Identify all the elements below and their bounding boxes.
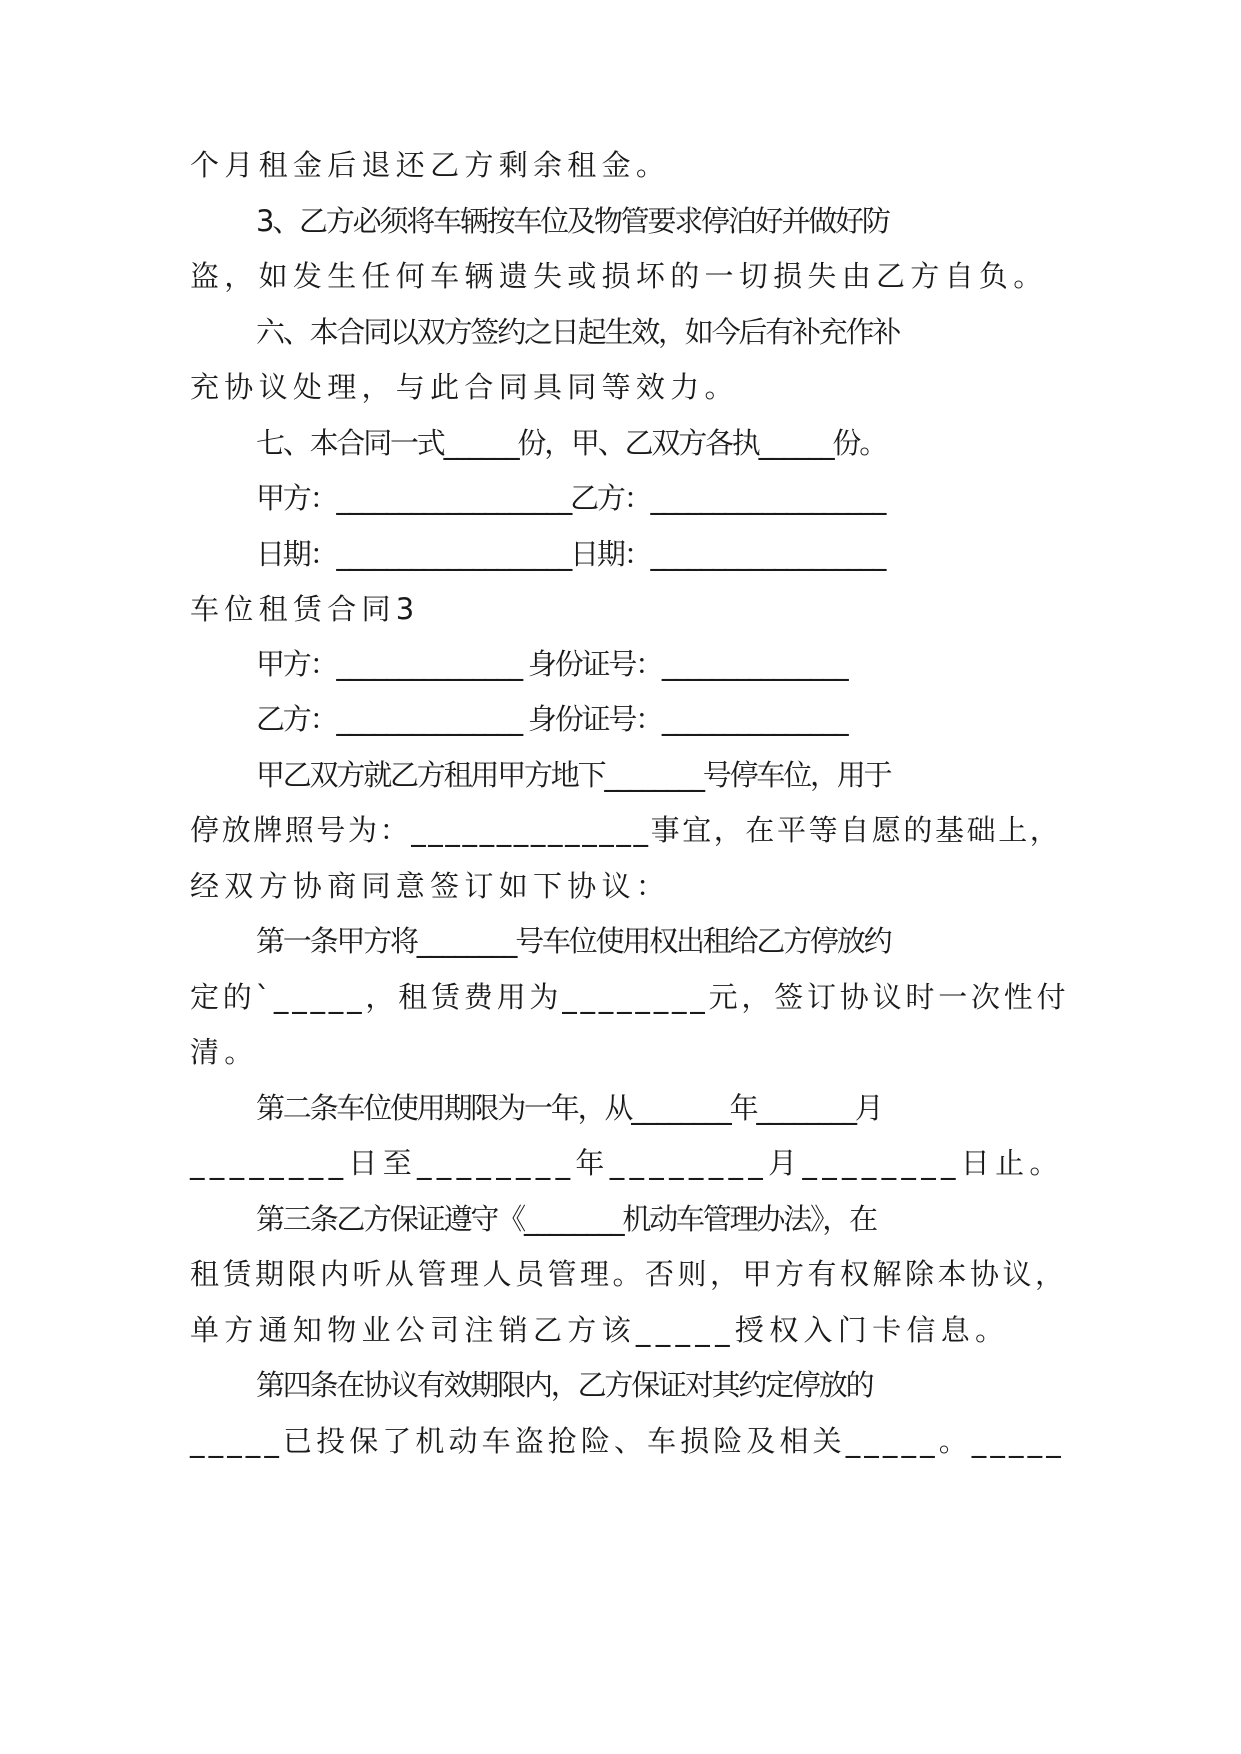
date-line: 日期：___________________日期：___________________: [256, 537, 885, 571]
section-title: 车位租赁合同3: [190, 592, 420, 626]
paragraph-line: 单方通知物业公司注销乙方该_____授权入门卡信息。: [190, 1313, 1010, 1347]
paragraph-line: 经双方协商同意签订如下协议：: [190, 869, 671, 903]
paragraph-line: 第一条甲方将________号车位使用权出租给乙方停放约: [256, 924, 891, 958]
paragraph-line: 第四条在协议有效期限内，乙方保证对其约定停放的: [256, 1368, 873, 1402]
paragraph-line: 第二条车位使用期限为一年，从________年________月: [256, 1091, 882, 1125]
paragraph-line: 七、本合同一式______份，甲、乙双方各执______份。: [256, 426, 887, 460]
party-line: 甲方：_______________ 身份证号：_______________: [256, 647, 847, 681]
paragraph-line: 盗，如发生任何车辆遗失或损坏的一切损失由乙方自负。: [190, 259, 1048, 293]
paragraph-line: 个月租金后退还乙方剩余租金。: [190, 148, 671, 182]
paragraph-line: 六、本合同以双方签约之日起生效，如今后有补充作补: [256, 315, 900, 349]
paragraph-line: 清。: [190, 1035, 259, 1069]
paragraph-line: 定的`_____，租赁费用为________元，签订协议时一次性付: [190, 980, 1070, 1014]
signature-line: 甲方：___________________乙方：___________________: [256, 481, 885, 515]
paragraph-line: 第三条乙方保证遵守《________机动车管理办法》，在: [256, 1202, 876, 1236]
paragraph-line: 充协议处理，与此合同具同等效力。: [190, 370, 739, 404]
paragraph-line: 甲乙双方就乙方租用甲方地下________号停车位，用于: [256, 758, 891, 792]
paragraph-line: ________日至________年________月________日止。: [190, 1146, 1064, 1180]
paragraph-line: 3、乙方必须将车辆按车位及物管要求停泊好并做好防: [256, 204, 889, 238]
paragraph-line: 租赁期限内听从管理人员管理。否则，甲方有权解除本协议，: [190, 1257, 1068, 1291]
paragraph-line: _____已投保了机动车盗抢险、车损险及相关_____。_____: [190, 1424, 1065, 1458]
paragraph-line: 停放牌照号为：______________事宜，在平等自愿的基础上，: [190, 813, 1062, 847]
party-line: 乙方：_______________ 身份证号：_______________: [256, 702, 847, 736]
